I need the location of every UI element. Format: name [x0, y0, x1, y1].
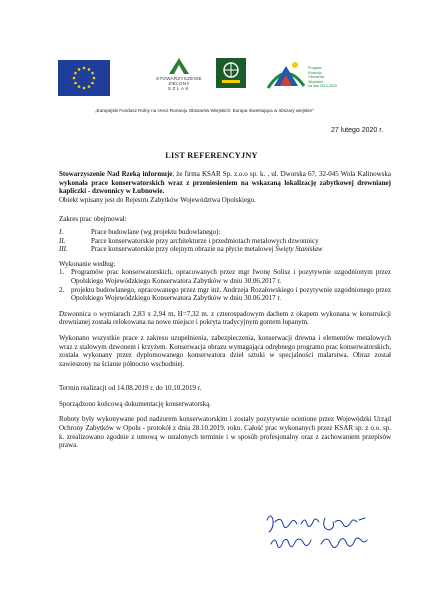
- list-item: 1. Programów prac konserwatorskich, opracowanych przez mgr Iwonę Solisz i pozytywnie uzgodnionym przez Opolskiego Wojewódzkiego Konserwatora Zabytków w dniu 30.06.2017 r.: [59, 268, 391, 285]
- supervision-paragraph: Roboty były wykonywane pod nadzorem konserwatorskim i zostały pozytywnie ocenione przez Wojewódzki Urząd Ochrony Zabytków w Opolu - protokół z dnia 28.10.2019. roku. Całość prac wykonanych przez KSAR sp. z o.o. sp. k. zrealizowano zgodnie z umową w ustalonych terminie i w sposób profesjonalny oraz z zachowaniem przepisów prawa.: [59, 415, 391, 450]
- prow-label-5: na lata 2014-2020: [308, 84, 337, 89]
- eu-flag-icon: [58, 60, 110, 96]
- zielony-szlak-logo: [154, 54, 204, 106]
- funding-caption: „Europejski Fundusz Rolny na rzecz Rozwoju Obszarów Wiejskich: Europa inwestująca w obszary wiejskie": [95, 108, 314, 113]
- term-paragraph: Termin realizacji od 14.08.2019 r. do 10.10.2019 r.: [59, 384, 202, 393]
- intro-org: Stowarzyszenie Nad Rzeką informuje: [59, 170, 173, 178]
- scope-heading: Zakres prac obejmował:: [59, 215, 127, 224]
- prow-label-3: Obszarów: [308, 75, 325, 80]
- logo-bar: [58, 54, 358, 106]
- done-heading: Wykonanie według:: [59, 259, 116, 268]
- scope-list: [59, 228, 391, 254]
- list-item: I. Prace budowlane (wg projektu budowlanego):: [59, 227, 221, 236]
- prow-logo: [266, 54, 346, 98]
- zielony-szlak-mark-icon: [166, 54, 192, 76]
- handwritten-signature: [261, 510, 381, 554]
- prow-label-2: Rozwoju: [308, 70, 322, 75]
- prow-label-1: Program: [308, 66, 322, 70]
- list-item: III. Prace konserwatorskie przy olejnym obrazie na płycie metalowej Święty Stanisław: [59, 245, 323, 254]
- intro-text-1: , że firma KSAR Sp. z.o.o sp. k. , ul. Dworska 67, 32-045 Wola Kalinowska: [172, 170, 391, 178]
- letter-title: LIST REFERENCYJNY: [165, 151, 258, 160]
- intro-text-2: Obiekt wpisany jest do Rejestru Zabytków Województwa Opolskiego.: [59, 195, 256, 204]
- sz-logo-line2: ZIELONY: [168, 81, 190, 86]
- docs-paragraph: Sporządzono końcową dokumentację konserwatorską.: [59, 399, 212, 408]
- list-item: 2. projektu budowlanego, opracowanego przez mgr inż. Andrzeja Rozałowskiego i pozytywnie uzgodnionego przez Opolskiego Wojewódzkiego Konserwatora Zabytków w dniu 30.06.2017 r.: [59, 285, 391, 303]
- dimensions-paragraph: Dzwonnica o wymiarach 2,83 x 2,94 m, H=7,32 m. z czterospadowym dachem z okapem wykonana w konstrukcji drewnianej została relokowana na nowe miejsce i pokryta tradycyjnym gontem łupanym.: [59, 309, 391, 327]
- sz-logo-line1: STOWARZYSZENIE: [156, 76, 202, 81]
- list-item: II. Parce konserwatorskie przy architekturze i przedmiotach metalowych dzwonnicy: [59, 236, 319, 245]
- intro-paragraph: [59, 170, 391, 204]
- intro-bold-1: wykonała prace konserwatorskich wraz z przeniesieniem na wskazaną lokalizację zabytkowej drewnianej kapliczki - dzwonnicy w Łubnowie.: [59, 178, 391, 196]
- prow-label-4: Wiejskich: [308, 79, 324, 84]
- sz-logo-line3: SZLAK: [167, 86, 191, 91]
- letter-date: 27 lutego 2020 r.: [331, 127, 384, 134]
- done-list: [59, 268, 391, 302]
- leader-logo: [216, 58, 246, 88]
- letter-body: [59, 170, 391, 450]
- works-paragraph: Wykonano wszystkie prace z zakresu uzupełnienia, zabezpieczenia, konserwacji drewna i elementów metalowych wraz z stalowym dzwonem i krzyżem. Konserwacja obrazu wymagająca odrębnego programu prac konserwatorskich, została wykonany przez dyplomowanego konserwatora dzieł sztuki w specjalności malarstwa. Obraz został zawieszony na ścianie północno wschodniej.: [59, 333, 391, 368]
